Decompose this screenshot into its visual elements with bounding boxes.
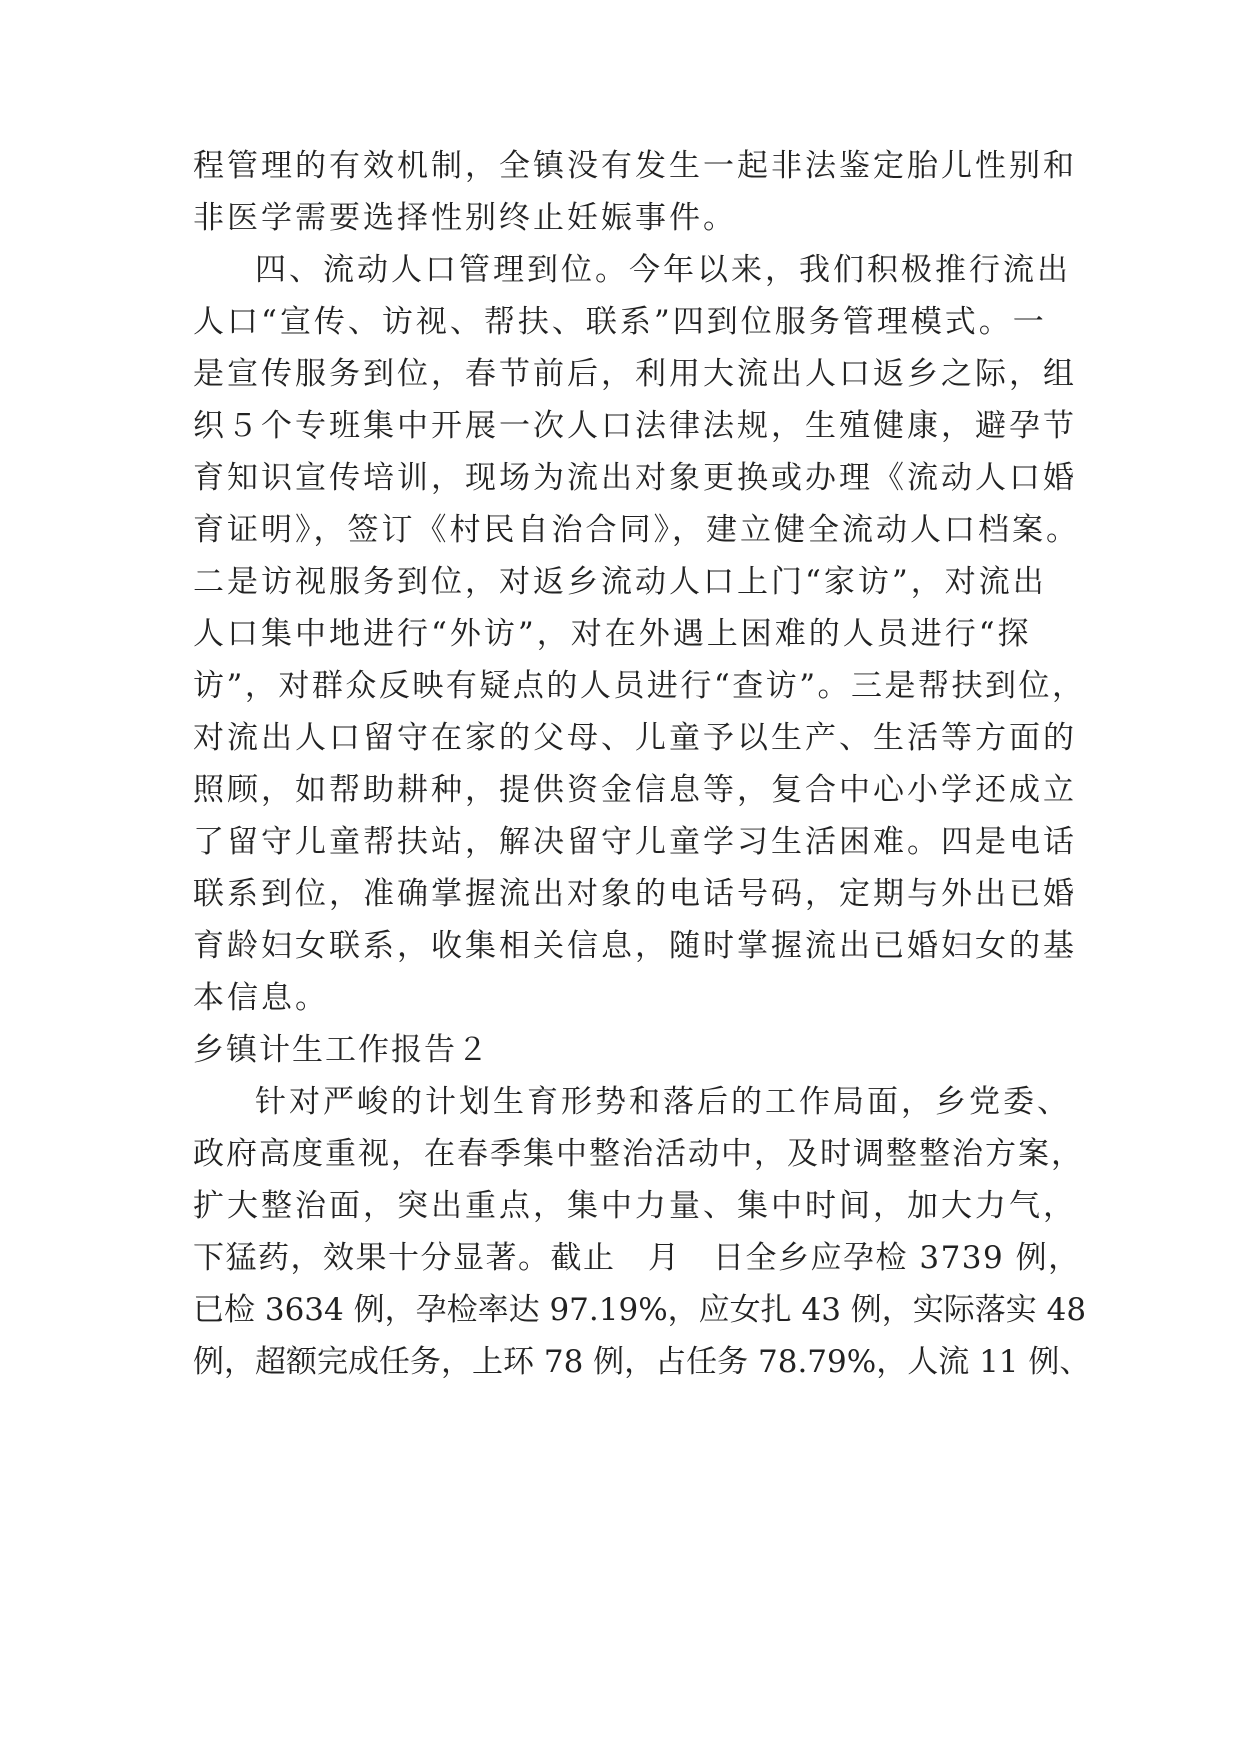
paragraph-line: 四、流动人口管理到位。今年以来，我们积极推行流出: [255, 252, 1071, 288]
paragraph-line: 针对严峻的计划生育形势和落后的工作局面，乡党委、: [255, 1084, 1071, 1120]
paragraph-line: 育知识宣传培训，现场为流出对象更换或办理《流动人口婚: [193, 460, 1077, 496]
paragraph-line: 是宣传服务到位，春节前后，利用大流出人口返乡之际，组: [193, 356, 1077, 392]
paragraph-line: 育证明》，签订《村民自治合同》，建立健全流动人口档案。: [193, 512, 1080, 548]
paragraph-line: 联系到位，准确掌握流出对象的电话号码，定期与外出已婚: [193, 876, 1077, 912]
paragraph-line: 已检 3634 例，孕检率达 97.19%，应女扎 43 例，实际落实 48: [193, 1292, 1087, 1328]
paragraph-line: 政府高度重视，在春季集中整治活动中，及时调整整治方案，: [193, 1136, 1084, 1172]
paragraph-line: 例，超额完成任务，上环 78 例，占任务 78.79%，人流 11 例、: [193, 1344, 1091, 1380]
paragraph-line: 了留守儿童帮扶站，解决留守儿童学习生活困难。四是电话: [193, 824, 1077, 860]
paragraph-line: 人口集中地进行“外访”，对在外遇上困难的人员进行“探: [193, 616, 1032, 652]
paragraph-line: 非医学需要选择性别终止妊娠事件。: [193, 200, 737, 236]
paragraph-line: 育龄妇女联系，收集相关信息，随时掌握流出已婚妇女的基: [193, 928, 1077, 964]
paragraph-line: 扩大整治面，突出重点，集中力量、集中时间，加大力气，: [193, 1188, 1077, 1224]
paragraph-line: 照顾，如帮助耕种，提供资金信息等，复合中心小学还成立: [193, 772, 1077, 808]
paragraph-line: 程管理的有效机制，全镇没有发生一起非法鉴定胎儿性别和: [193, 148, 1077, 184]
paragraph-line: 访”，对群众反映有疑点的人员进行“查访”。三是帮扶到位，: [193, 668, 1086, 704]
paragraph-line: 本信息。: [193, 980, 329, 1016]
paragraph-line: 织５个专班集中开展一次人口法律法规，生殖健康，避孕节: [193, 408, 1077, 444]
paragraph-line: 对流出人口留守在家的父母、儿童予以生产、生活等方面的: [193, 720, 1077, 756]
paragraph-line: 人口“宣传、访视、帮扶、联系”四到位服务管理模式。一: [193, 304, 1047, 340]
paragraph-line: 下猛药，效果十分显著。截止 月 日全乡应孕检 3739 例，: [193, 1240, 1081, 1276]
paragraph-line: 二是访视服务到位，对返乡流动人口上门“家访”，对流出: [193, 564, 1047, 600]
section-heading: 乡镇计生工作报告２: [193, 1032, 490, 1068]
